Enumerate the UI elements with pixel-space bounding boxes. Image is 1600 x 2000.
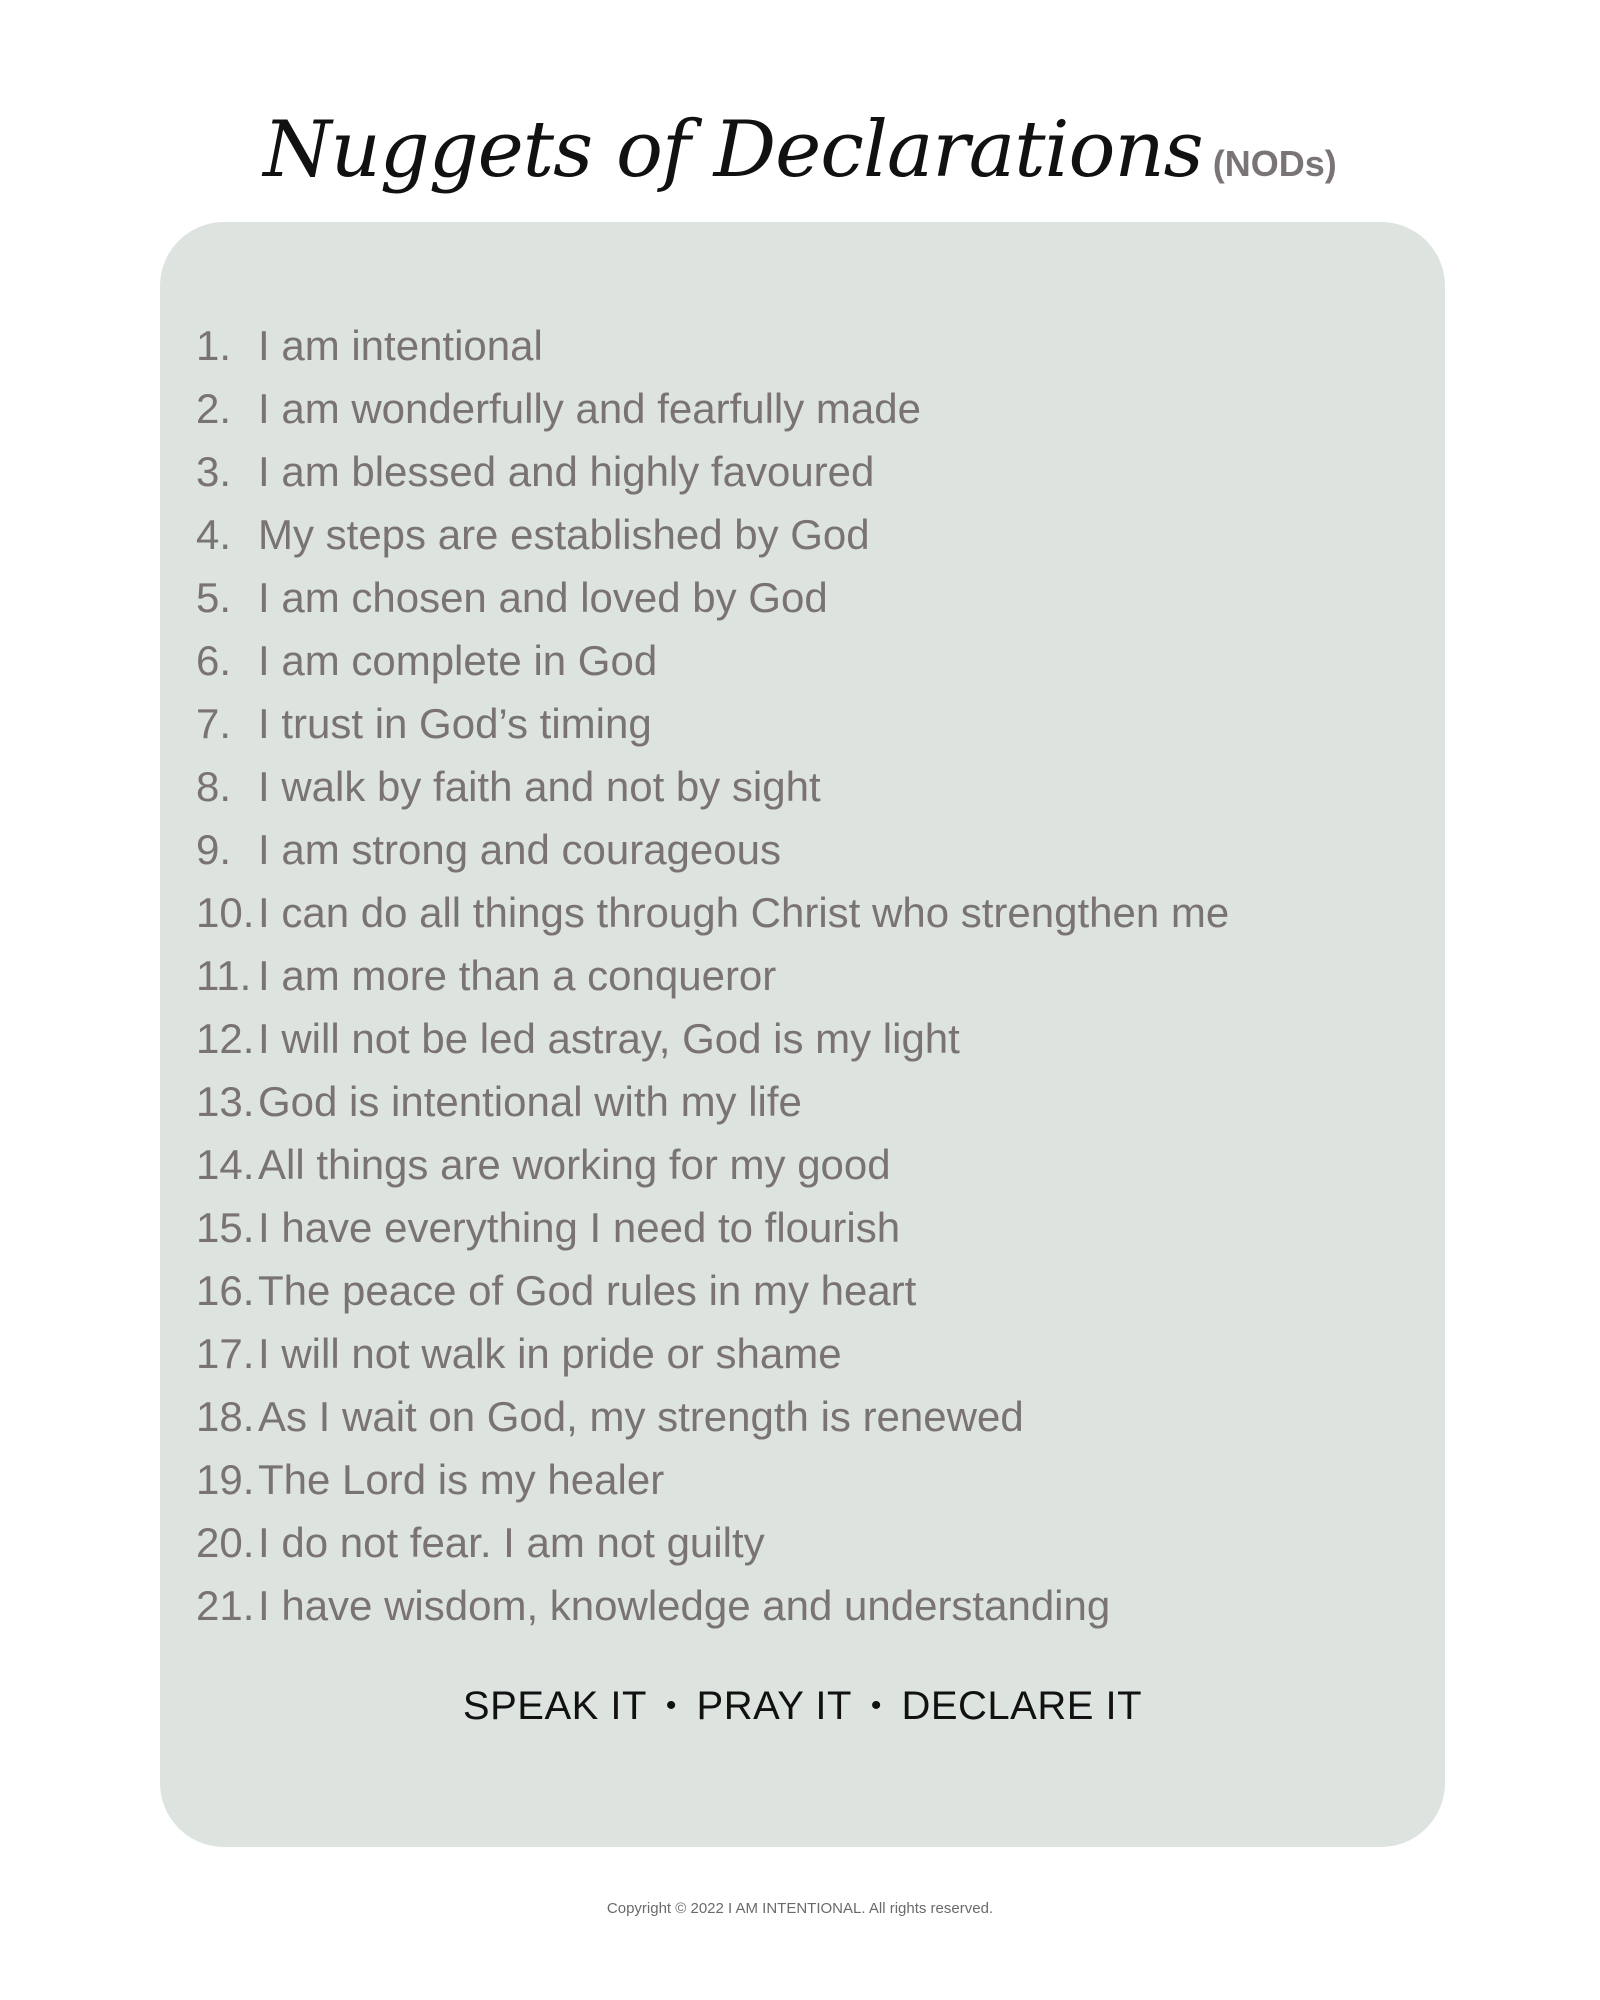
tagline <box>160 1684 1445 1729</box>
declaration-item <box>196 818 1229 881</box>
declaration-number: 21. <box>196 1582 255 1629</box>
declaration-item <box>196 1385 1229 1448</box>
tagline-separator: • <box>665 1689 677 1722</box>
declaration-number: 12. <box>196 1015 255 1062</box>
declaration-text: I have wisdom, knowledge and understanding <box>258 1582 1111 1629</box>
declaration-number: 5. <box>196 574 232 621</box>
declaration-item <box>196 1070 1229 1133</box>
declaration-item <box>196 566 1229 629</box>
declaration-text: I am chosen and loved by God <box>258 574 828 621</box>
declaration-text: The Lord is my healer <box>258 1456 665 1503</box>
declaration-number: 11. <box>196 952 252 999</box>
declaration-item <box>196 944 1229 1007</box>
declaration-item <box>196 1511 1229 1574</box>
declaration-text: I will not be led astray, God is my light <box>258 1015 960 1062</box>
declaration-text: I am blessed and highly favoured <box>258 448 875 495</box>
declaration-text: The peace of God rules in my heart <box>258 1267 917 1314</box>
declaration-text: I trust in God’s timing <box>258 700 652 747</box>
declaration-item <box>196 881 1229 944</box>
declaration-text: I am strong and courageous <box>258 826 781 873</box>
declaration-text: I do not fear. I am not guilty <box>258 1519 765 1566</box>
declaration-number: 8. <box>196 763 232 810</box>
title-abbreviation: (NODs) <box>1212 143 1337 184</box>
declaration-item <box>196 314 1229 377</box>
declaration-item <box>196 1448 1229 1511</box>
declaration-text: I have everything I need to flourish <box>258 1204 901 1251</box>
declaration-number: 9. <box>196 826 232 873</box>
declaration-item <box>196 503 1229 566</box>
declaration-item <box>196 755 1229 818</box>
declaration-number: 17. <box>196 1330 255 1377</box>
declaration-text: I will not walk in pride or shame <box>258 1330 842 1377</box>
declaration-number: 15. <box>196 1204 255 1251</box>
declaration-number: 6. <box>196 637 232 684</box>
declaration-text: I walk by faith and not by sight <box>258 763 821 810</box>
declaration-number: 1. <box>196 322 232 369</box>
declaration-item <box>196 1196 1229 1259</box>
declaration-item <box>196 1322 1229 1385</box>
declaration-number: 3. <box>196 448 232 495</box>
declarations-list <box>196 314 1229 1637</box>
page-title: Nuggets of Declarations <box>263 105 1203 195</box>
declaration-text: God is intentional with my life <box>258 1078 802 1125</box>
declaration-number: 4. <box>196 511 232 558</box>
page-header <box>0 105 1600 235</box>
declaration-number: 18. <box>196 1393 255 1440</box>
declaration-number: 10. <box>196 889 255 936</box>
declaration-item <box>196 440 1229 503</box>
declaration-number: 20. <box>196 1519 255 1566</box>
declaration-number: 13. <box>196 1078 255 1125</box>
declaration-text: My steps are established by God <box>258 511 870 558</box>
declaration-text: All things are working for my good <box>258 1141 891 1188</box>
declaration-item <box>196 1133 1229 1196</box>
declaration-number: 14. <box>196 1141 255 1188</box>
declaration-text: I am more than a conqueror <box>258 952 777 999</box>
declaration-text: I am wonderfully and fearfully made <box>258 385 921 432</box>
tagline-separator: • <box>870 1689 882 1722</box>
declaration-text: I am complete in God <box>258 637 658 684</box>
declaration-item <box>196 1259 1229 1322</box>
declaration-item <box>196 377 1229 440</box>
declaration-item <box>196 692 1229 755</box>
copyright-notice: Copyright © 2022 I AM INTENTIONAL. All rights reserved. <box>606 1900 994 1917</box>
declaration-text: I can do all things through Christ who strengthen me <box>258 889 1230 936</box>
declaration-number: 2. <box>196 385 232 432</box>
declaration-item <box>196 629 1229 692</box>
tagline-speak: SPEAK IT <box>462 1684 647 1728</box>
declaration-number: 19. <box>196 1456 255 1503</box>
tagline-declare: DECLARE IT <box>901 1684 1143 1728</box>
declaration-text: As I wait on God, my strength is renewed <box>258 1393 1024 1440</box>
declaration-number: 16. <box>196 1267 255 1314</box>
declaration-item <box>196 1574 1229 1637</box>
declaration-text: I am intentional <box>258 322 543 369</box>
declaration-item <box>196 1007 1229 1070</box>
tagline-pray: PRAY IT <box>696 1684 852 1728</box>
declarations-card <box>160 222 1445 1847</box>
declaration-number: 7. <box>196 700 232 747</box>
